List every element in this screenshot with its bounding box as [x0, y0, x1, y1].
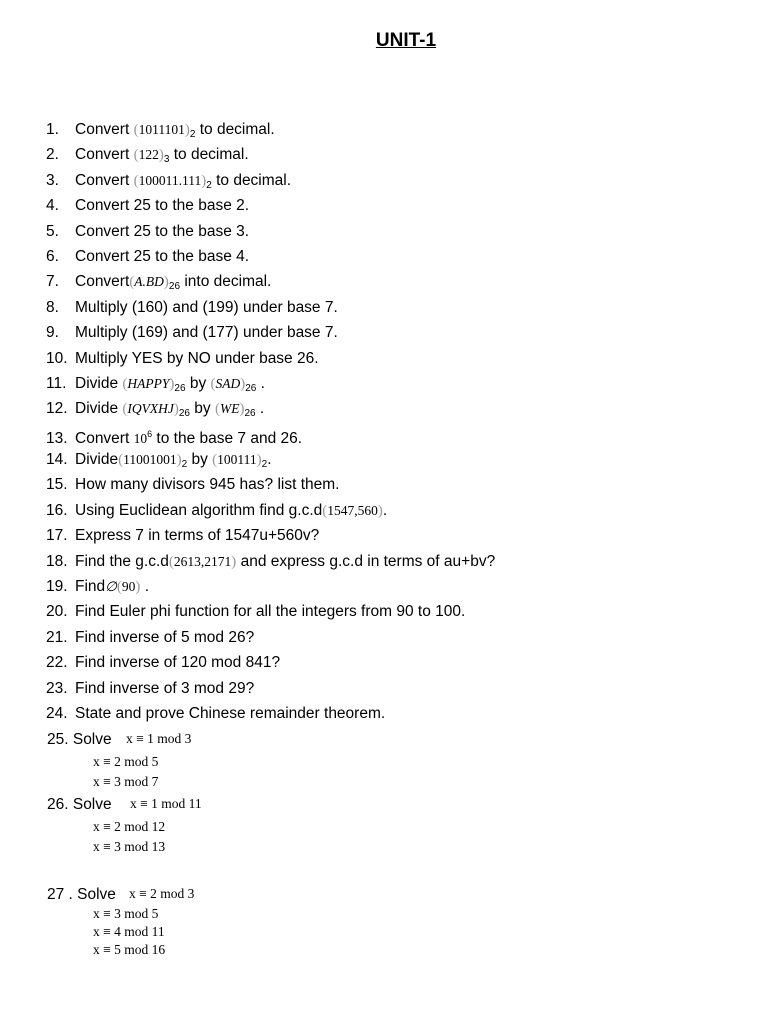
question-item: [46, 549, 746, 574]
question-item: [46, 193, 746, 218]
question-text: .: [256, 374, 265, 392]
question-text: by: [187, 451, 213, 469]
q27-eq-4: x ≡ 5 mod 16: [93, 942, 166, 957]
question-text: Multiply (160) and (199) under base 7.: [75, 298, 338, 316]
question-text: Find inverse of 5 mod 26?: [75, 628, 255, 646]
question-text: Divide: [75, 451, 119, 469]
question-number: 2.: [46, 146, 59, 164]
math-value: SAD: [215, 375, 241, 391]
math-base: 10: [133, 430, 148, 446]
paren-open: (: [210, 375, 216, 392]
paren-open: (: [122, 401, 128, 418]
question-text: Convert: [75, 121, 134, 138]
question-text: State and prove Chinese remainder theorem.: [75, 704, 386, 722]
question-item: [46, 244, 746, 269]
question-text: to decimal.: [169, 146, 249, 164]
page-title: UNIT-1: [375, 30, 437, 51]
question-item: [46, 117, 746, 142]
base-subscript: 2: [189, 129, 196, 140]
question-item: [46, 396, 746, 421]
question-number: 11.: [46, 374, 67, 392]
paren-open: (: [118, 452, 124, 469]
question-number: 22.: [46, 654, 68, 672]
question-text: by: [185, 374, 211, 392]
question-text: Divide: [75, 374, 123, 392]
question-text: Multiply (169) and (177) under base 7.: [75, 324, 338, 342]
question-text: .: [382, 501, 388, 519]
paren-open: (: [168, 553, 174, 570]
question-text: Divide: [75, 400, 123, 418]
question-item: [46, 295, 746, 320]
question-item: [46, 219, 746, 244]
question-text: to decimal.: [195, 121, 275, 138]
paren-open: (: [133, 122, 139, 138]
q27-eq-1: x ≡ 2 mod 3: [129, 886, 195, 901]
question-item: [46, 650, 746, 675]
paren-open: (: [133, 172, 139, 189]
math-value: IQVXHJ: [127, 401, 174, 417]
question-item: [46, 142, 746, 167]
question-text: Find: [75, 578, 106, 596]
question-number: 15.: [46, 476, 68, 494]
math-value: 11001001: [123, 452, 177, 468]
math-exponent: 6: [147, 428, 153, 439]
question-number: 3.: [46, 171, 59, 189]
question-item: [46, 599, 746, 624]
question-item: [46, 523, 746, 548]
math-value: 1011101: [138, 122, 185, 137]
q27-label: 27 . Solve: [47, 886, 116, 903]
paren-open: (: [212, 452, 218, 469]
base-subscript: 3: [163, 154, 170, 166]
question-number: 24.: [46, 704, 68, 722]
question-item: [46, 574, 746, 599]
math-value: 2613,2171: [173, 553, 232, 569]
math-value: 122: [138, 147, 159, 163]
question-item: [46, 320, 746, 345]
question-text: Convert: [75, 146, 134, 164]
q25-eq-2: x ≡ 2 mod 5: [93, 754, 159, 769]
q25-label: 25. Solve: [47, 731, 112, 748]
question-number: 8.: [46, 298, 59, 316]
base-subscript: 26: [245, 382, 257, 394]
question-item: [46, 371, 746, 396]
question-text: Convert: [75, 273, 130, 291]
question-text: Find inverse of 120 mod 841?: [75, 654, 281, 672]
question-text: Express 7 in terms of 1547u+560v?: [75, 527, 320, 545]
math-value: 100111: [217, 452, 257, 468]
question-text: Convert: [75, 429, 134, 447]
paren-close: ): [158, 147, 164, 164]
question-text: Convert 25 to the base 3.: [75, 222, 250, 240]
phi-symbol: ∅: [105, 579, 117, 595]
math-value: HAPPY: [127, 375, 170, 391]
question-text: and express g.c.d in terms of au+bv?: [236, 552, 496, 570]
question-number: 6.: [46, 247, 59, 265]
q27-eq-3: x ≡ 4 mod 11: [93, 924, 165, 939]
q27-eq-2: x ≡ 3 mod 5: [93, 906, 159, 921]
question-item: [46, 498, 746, 523]
question-number: 21.: [46, 628, 68, 646]
paren-open: (: [133, 147, 139, 164]
paren-close: ): [377, 502, 383, 519]
question-text: Convert: [75, 171, 134, 189]
q26-eq-1: x ≡ 1 mod 11: [130, 796, 202, 811]
question-text: to the base 7 and 26.: [152, 429, 303, 447]
q25-eq-1: x ≡ 1 mod 3: [126, 731, 192, 746]
question-number: 5.: [46, 222, 59, 240]
question-text: Convert 25 to the base 4.: [75, 247, 250, 265]
question-number: 10.: [46, 349, 68, 367]
question-number: 4.: [46, 197, 59, 215]
question-item: [46, 676, 746, 701]
question-item: [46, 472, 746, 497]
base-subscript: 2: [261, 459, 268, 471]
question-number: 14.: [46, 451, 68, 469]
paren-close: ): [231, 553, 237, 570]
base-subscript: 26: [174, 382, 186, 394]
question-text: Convert 25 to the base 2.: [75, 197, 250, 215]
base-subscript: 2: [181, 459, 188, 471]
question-item: [46, 701, 746, 726]
math-value: 100011.111: [138, 172, 202, 188]
question-number: 1.: [46, 121, 59, 138]
question-text: Using Euclidean algorithm find g.c.d: [75, 501, 323, 519]
paren-open: (: [129, 274, 135, 291]
question-text: .: [255, 400, 265, 418]
question-text: into decimal.: [180, 273, 272, 291]
question-number: 17.: [46, 527, 68, 545]
question-number: 12.: [46, 400, 68, 418]
question-text: Find inverse of 3 mod 29?: [75, 679, 255, 697]
base-subscript: 2: [206, 179, 212, 191]
paren-open: (: [116, 579, 122, 596]
math-value: A.BD: [134, 274, 164, 290]
q26-eq-3: x ≡ 3 mod 13: [93, 839, 166, 854]
question-text: How many divisors 945 has? list them.: [75, 476, 340, 494]
math-value: 1547,560: [327, 502, 378, 518]
question-text: Multiply YES by NO under base 26.: [75, 349, 319, 367]
q26-label: 26. Solve: [47, 796, 112, 813]
question-number: 18.: [46, 552, 68, 570]
paren-close: ): [201, 172, 207, 189]
question-number: 16.: [46, 501, 68, 519]
paren-close: ): [135, 579, 141, 596]
q25-eq-3: x ≡ 3 mod 7: [93, 774, 159, 789]
paren-close: ): [173, 401, 179, 418]
question-number: 7.: [46, 273, 59, 291]
question-text: by: [190, 400, 215, 418]
question-number: 9.: [46, 324, 59, 342]
paren-close: ): [239, 401, 245, 418]
paren-close: ): [163, 274, 169, 291]
paren-close: ): [256, 452, 262, 469]
question-item: [46, 168, 746, 193]
question-number: 19.: [46, 578, 68, 596]
paren-close: ): [184, 122, 190, 138]
question-text: .: [267, 451, 272, 469]
paren-open: (: [122, 375, 128, 392]
question-item: [46, 346, 746, 371]
question-item: [46, 625, 746, 650]
question-item: [46, 269, 746, 294]
question-text: to decimal.: [211, 171, 292, 189]
base-subscript: 26: [178, 408, 190, 420]
question-text: Find Euler phi function for all the integers from 90 to 100.: [75, 603, 466, 621]
q26-eq-2: x ≡ 2 mod 12: [93, 819, 166, 834]
paren-close: ): [240, 375, 246, 392]
question-item: [46, 447, 746, 472]
question-text: .: [140, 578, 150, 596]
question-number: 23.: [46, 679, 68, 697]
paren-close: ): [169, 375, 175, 392]
math-value: WE: [219, 401, 240, 417]
question-item: [46, 422, 746, 447]
paren-open: (: [214, 401, 220, 418]
question-number: 13.: [46, 429, 68, 447]
base-subscript: 26: [168, 281, 181, 293]
question-number: 20.: [46, 603, 68, 621]
math-value: 90: [121, 579, 136, 595]
paren-close: ): [176, 452, 182, 469]
base-subscript: 26: [244, 408, 256, 420]
paren-open: (: [322, 502, 328, 519]
question-list: [46, 117, 746, 726]
question-text: Find the g.c.d: [75, 552, 169, 570]
